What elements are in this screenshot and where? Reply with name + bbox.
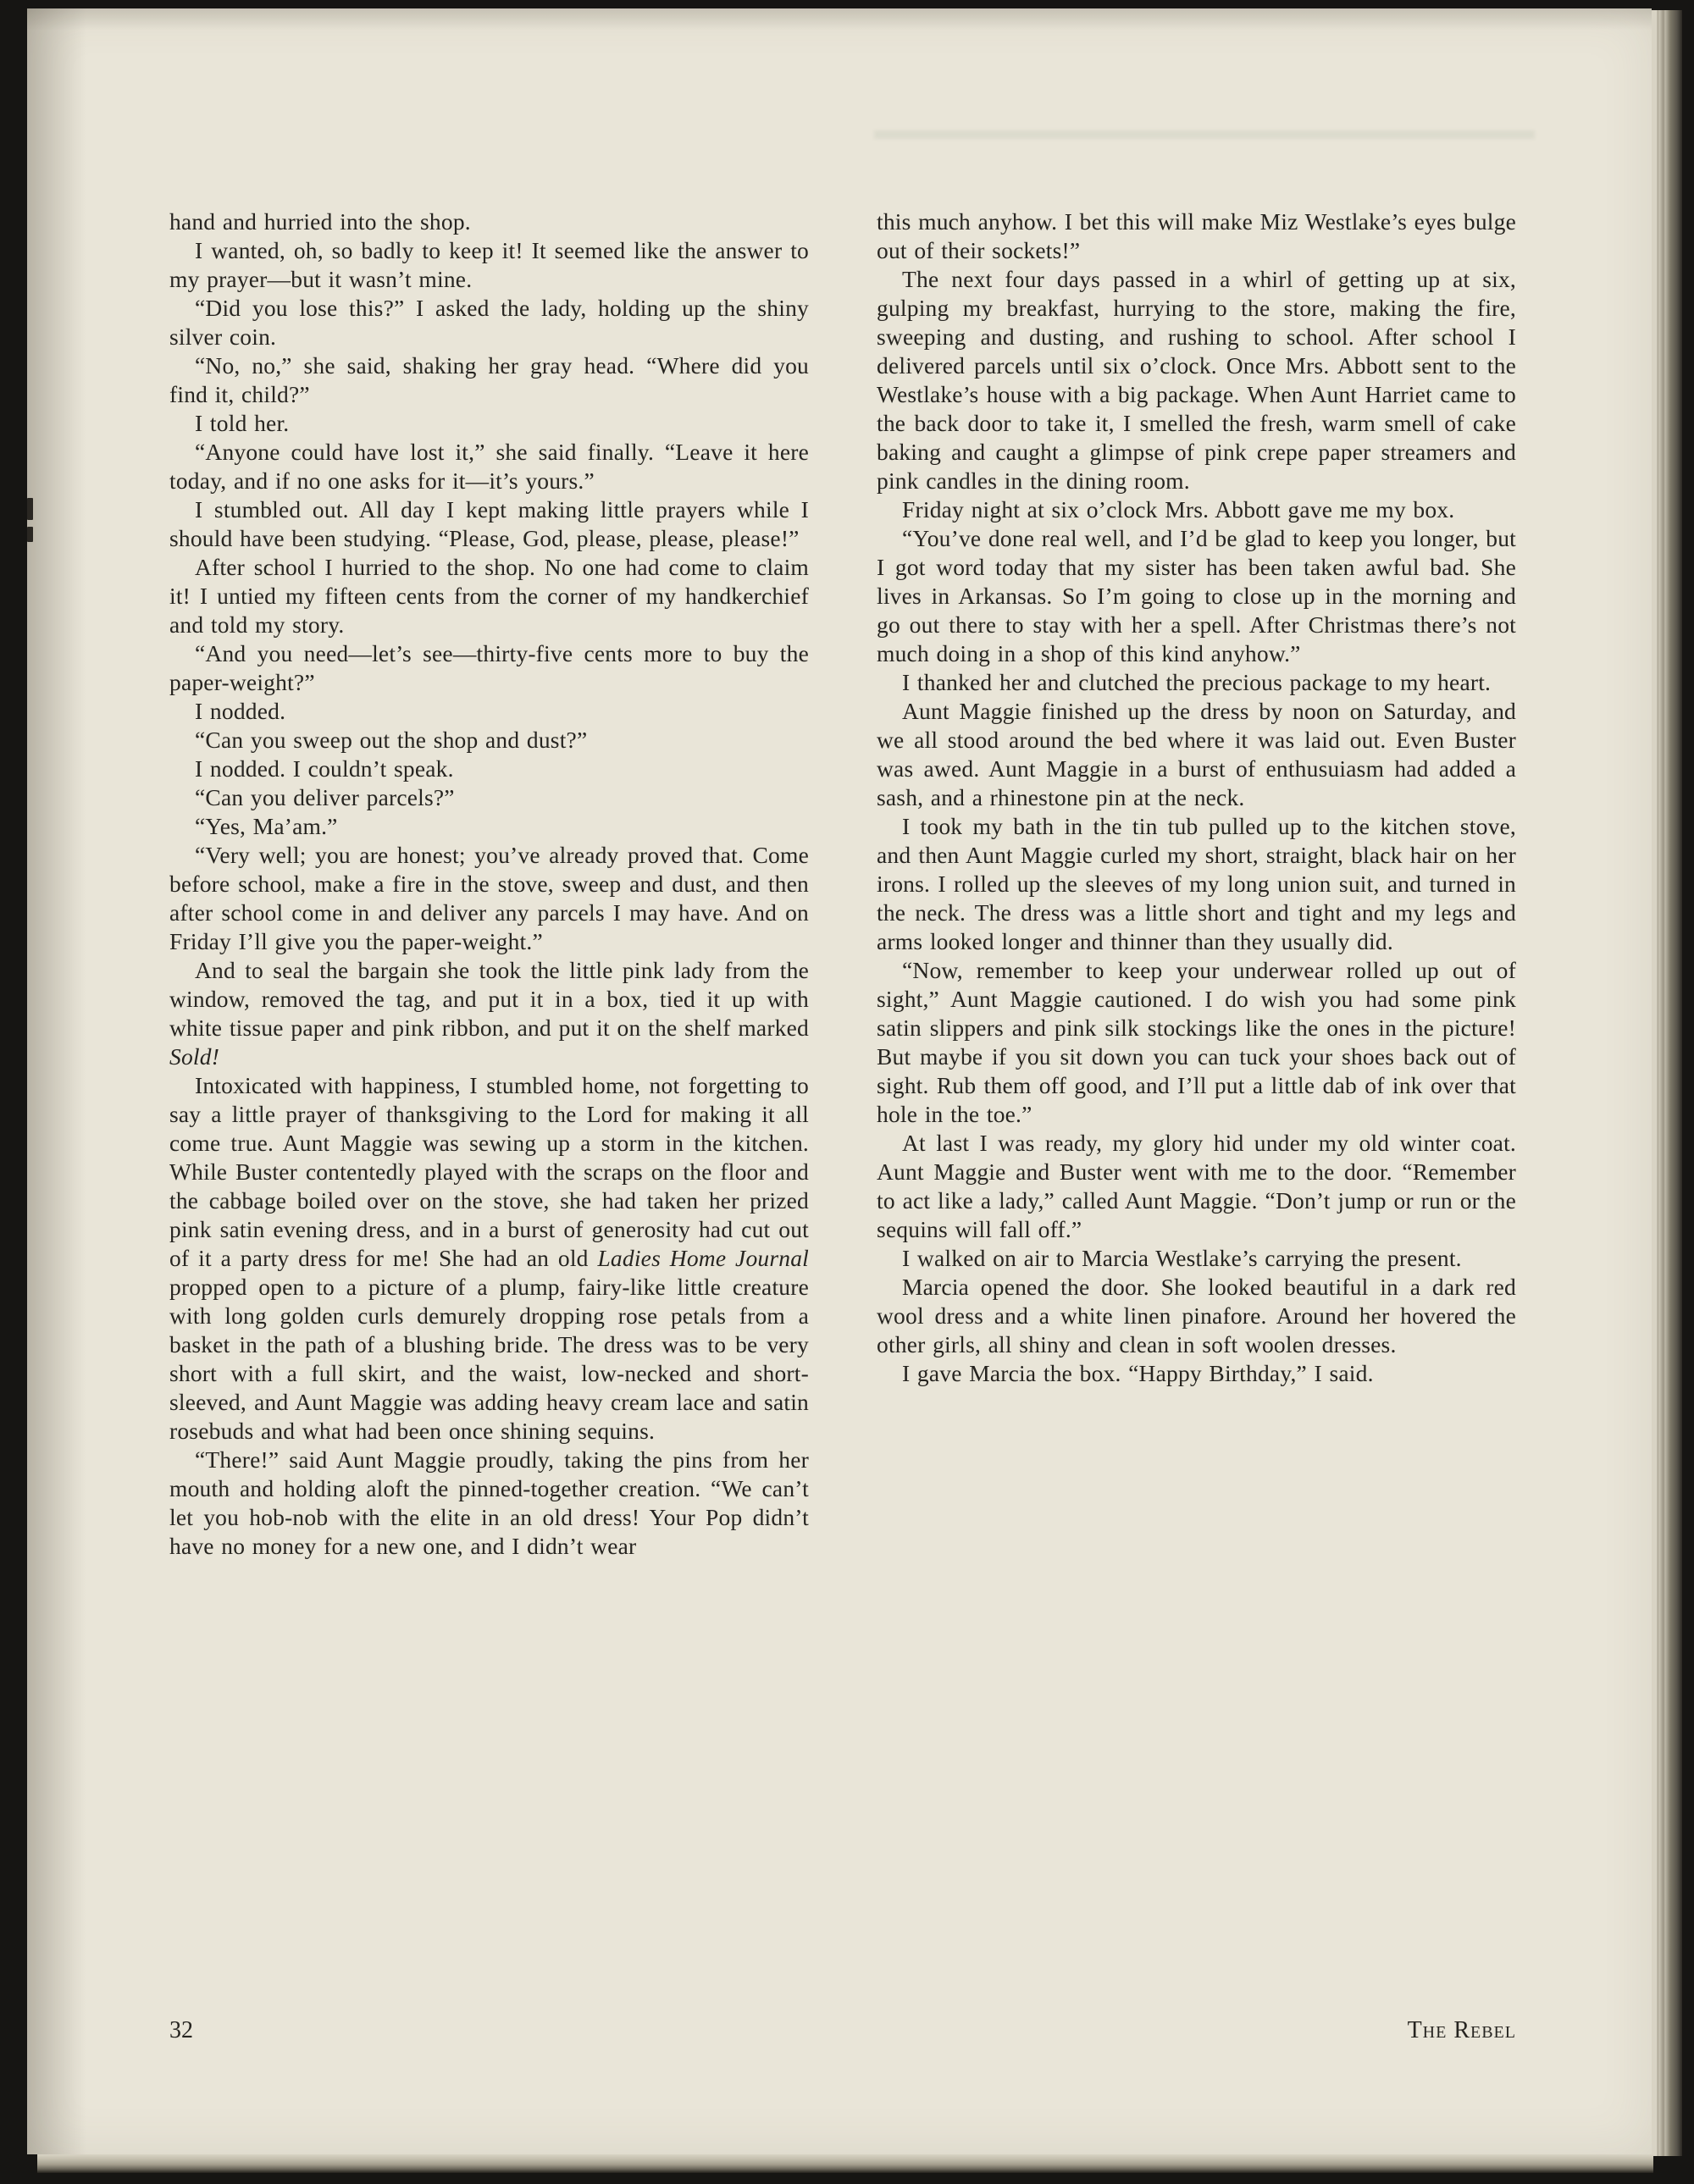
paragraph: I nodded. [195, 698, 286, 724]
page-stack-bottom-edge [37, 2154, 1653, 2173]
top-edge-shadow [27, 8, 1652, 30]
paragraph: I walked on air to Marcia Westlake’s carrying the present. [902, 1245, 1462, 1271]
paragraph: “Can you deliver parcels?” [195, 784, 455, 810]
paragraph: Marcia opened the door. She looked beautiful in a dark red wool dress and a white linen pinafore. Around her hovered the other girls, all shiny and clean in soft woolen dresses. [877, 1274, 1516, 1357]
binding-mark [27, 527, 33, 542]
paragraph: I thanked her and clutched the precious package to my heart. [902, 669, 1492, 695]
text-column-left [169, 207, 809, 1561]
page-stack-right-edge [1652, 10, 1682, 2156]
paragraph: I took my bath in the tin tub pulled up to the kitchen stove, and then Aunt Maggie curled my short, straight, black hair on her irons. I rolled up the sleeves of my long union suit, and turned in the neck. The dress was a little short and tight and my legs and arms looked longer and thinner than they usually did. [877, 813, 1516, 954]
page-content [169, 207, 1516, 1561]
paragraph: At last I was ready, my glory hid under my old winter coat. Aunt Maggie and Buster went with me to the door. “Remember to act like a lady,” called Aunt Maggie. “Don’t jump or run or the sequins will fall off.” [877, 1130, 1516, 1242]
paragraph: this much anyhow. I bet this will make Miz Westlake’s eyes bulge out of their sockets!” [877, 208, 1516, 263]
running-title: The Rebel [1407, 2017, 1516, 2043]
paragraph: Intoxicated with happiness, I stumbled home, not forgetting to say a little prayer of thanksgiving to the Lord for making it all come true. Aunt Maggie was sewing up a storm in the kitchen. While Buster contentedly played with the scraps on the floor and the cabbage boiled over on the stove, she had taken her prized pink satin evening dress, and in a burst of generosity had cut out of it a party dress for me! She had an old Ladies Home Journal propped open to a picture of a plump, fairy-like little creature with long golden curls demurely dropping rose petals from a basket in the path of a blushing bride. The dress was to be very short with a full skirt, and the waist, low-necked and short-sleeved, and Aunt Maggie was adding heavy cream lace and satin rosebuds and what had been once shining sequins. [169, 1072, 809, 1444]
binding-shadow [27, 8, 86, 2154]
paragraph: I stumbled out. All day I kept making little prayers while I should have been studying. “Please, God, please, please, please!” [169, 496, 809, 551]
page-number: 32 [169, 2017, 193, 2043]
paragraph: I wanted, oh, so badly to keep it! It seemed like the answer to my prayer—but it wasn’t mine. [169, 237, 809, 292]
paragraph: I gave Marcia the box. “Happy Birthday,” I said. [902, 1360, 1374, 1386]
show-through-smudge [874, 117, 1535, 139]
paragraph: “There!” said Aunt Maggie proudly, taking the pins from her mouth and holding aloft the pinned-together creation. “We can’t let you hob-nob with the elite in an old dress! Your Pop didn’t have no money for a new one, and I didn’t wear [169, 1446, 809, 1559]
paragraph: “Yes, Ma’am.” [195, 813, 338, 839]
paragraph: “Anyone could have lost it,” she said finally. “Leave it here today, and if no one asks for it—it’s yours.” [169, 439, 809, 494]
page-footer [169, 2017, 1516, 2044]
paragraph: After school I hurried to the shop. No one had come to claim it! I untied my fifteen cents from the corner of my handkerchief and told my story. [169, 554, 809, 638]
paragraph: “Very well; you are honest; you’ve already proved that. Come before school, make a fire in the stove, sweep and dust, and then after school come in and deliver any parcels I may have. And on Friday I’ll give you the paper-weight.” [169, 842, 809, 954]
paragraph: Aunt Maggie finished up the dress by noon on Saturday, and we all stood around the bed where it was laid out. Even Buster was awed. Aunt Maggie in a burst of enthusuiasm had added a sash, and a rhinestone pin at the neck. [877, 698, 1516, 810]
binding-mark [27, 498, 33, 520]
paragraph: “Did you lose this?” I asked the lady, holding up the shiny silver coin. [169, 295, 809, 350]
paragraph: And to seal the bargain she took the little pink lady from the window, removed the tag, and put it in a box, tied it up with white tissue paper and pink ribbon, and put it on the shelf marked Sold! [169, 957, 809, 1070]
magazine-page [27, 8, 1652, 2154]
paragraph: “Now, remember to keep your underwear rolled up out of sight,” Aunt Maggie cautioned. I do wish you had some pink satin slippers and pink silk stockings like the ones in the picture! But maybe if you sit down you can tuck your shoes back out of sight. Rub them off good, and I’ll put a little dab of ink over that hole in the toe.” [877, 957, 1516, 1127]
paragraph: hand and hurried into the shop. [169, 208, 471, 235]
paragraph: “Can you sweep out the shop and dust?” [195, 727, 588, 753]
paragraph: The next four days passed in a whirl of getting up at six, gulping my breakfast, hurrying to the store, making the fire, sweeping and dusting, and rushing to school. After school I delivered parcels until six o’clock. Once Mrs. Abbott sent to the Westlake’s house with a big package. When Aunt Harriet came to the back door to take it, I smelled the fresh, warm smell of cake baking and caught a glimpse of pink crepe paper streamers and pink candles in the dining room. [877, 266, 1516, 494]
paragraph: “No, no,” she said, shaking her gray head. “Where did you find it, child?” [169, 352, 809, 407]
text-column-right [877, 207, 1516, 1561]
paragraph: I told her. [195, 410, 290, 436]
paragraph: I nodded. I couldn’t speak. [195, 755, 454, 782]
paragraph: “And you need—let’s see—thirty-five cents more to buy the paper-weight?” [169, 640, 809, 695]
paragraph: “You’ve done real well, and I’d be glad to keep you longer, but I got word today that my sister has been taken awful bad. She lives in Arkansas. So I’m going to close up in the morning and go out there to stay with her a spell. After Christmas there’s not much doing in a shop of this kind anyhow.” [877, 525, 1516, 666]
paragraph: Friday night at six o’clock Mrs. Abbott gave me my box. [902, 496, 1455, 523]
two-column-body [169, 207, 1516, 1561]
